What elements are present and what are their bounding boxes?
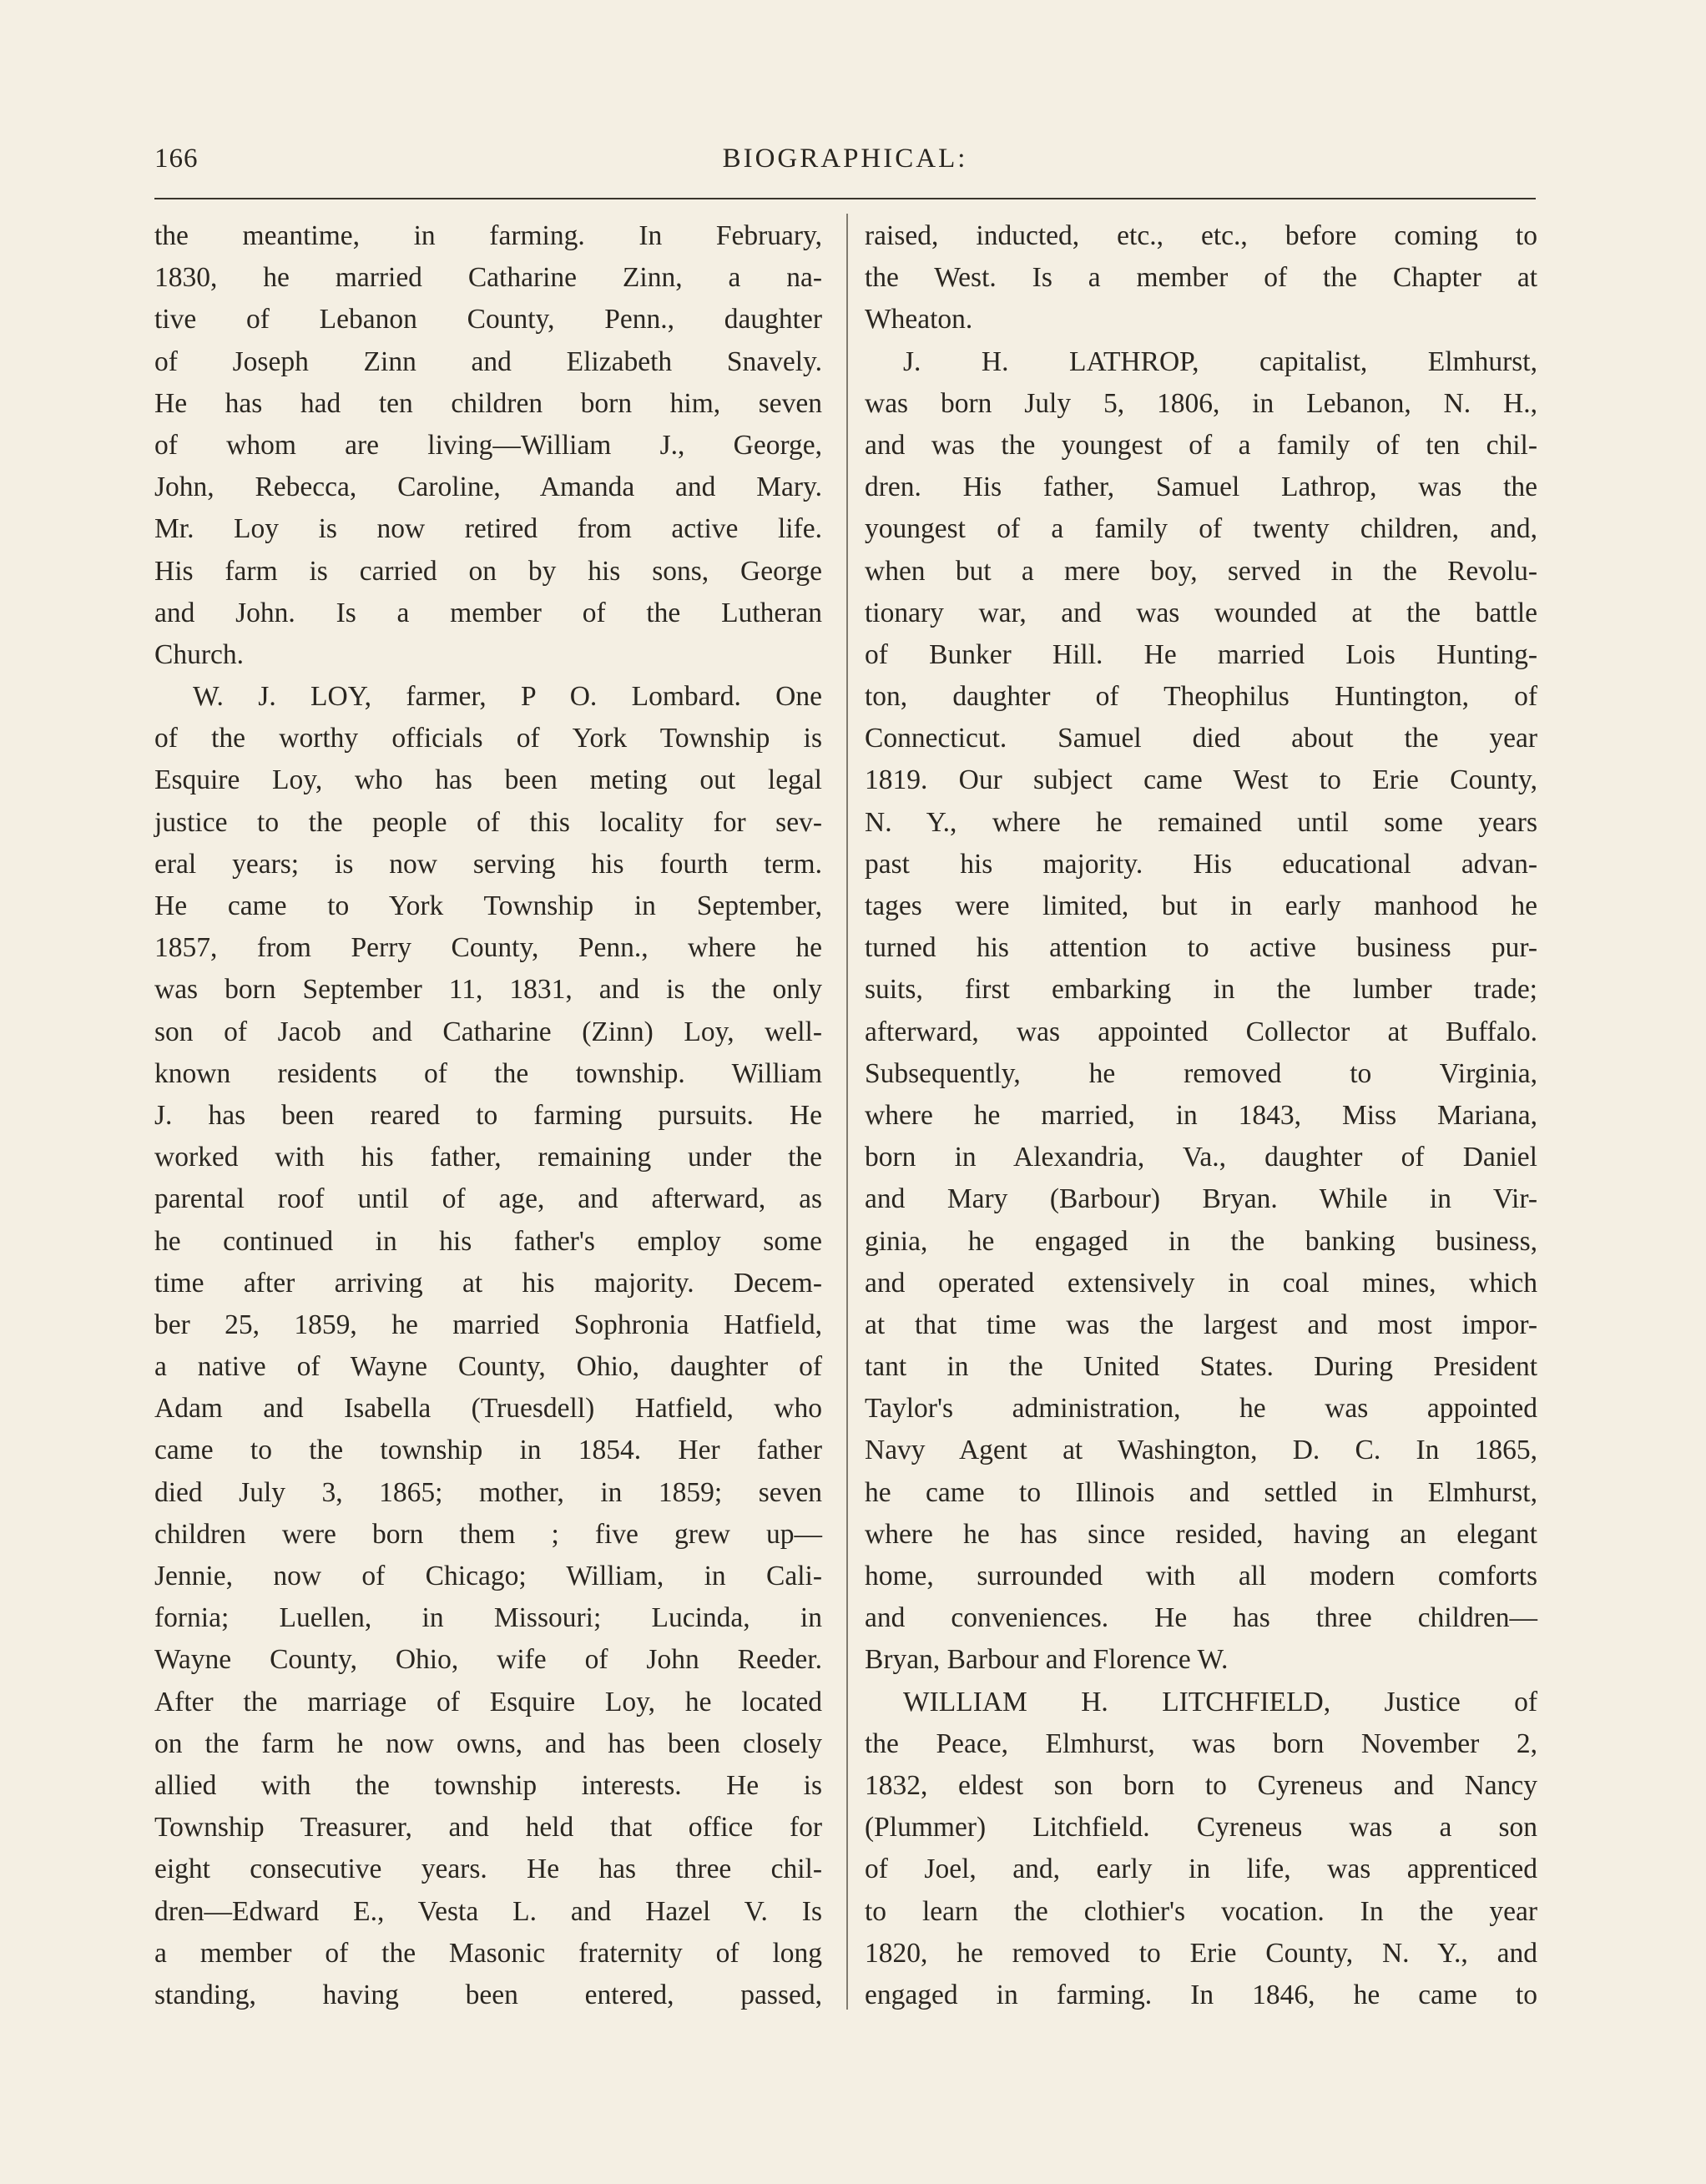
text-line: and John. Is a member of the Lutheran [154, 597, 822, 628]
text-line: ginia, he engaged in the banking business, [865, 1225, 1537, 1257]
text-line: ton, daughter of Theophilus Huntington, of [865, 681, 1537, 713]
text-line: he continued in his father's employ some [154, 1225, 822, 1257]
text-line: time after arriving at his majority. Decem- [154, 1267, 822, 1299]
text-line: where he has since resided, having an elegant [865, 1518, 1537, 1550]
header-rule [154, 198, 1536, 199]
text-line: on the farm he now owns, and has been closely [154, 1728, 822, 1759]
text-line: (Plummer) Litchfield. Cyreneus was a son [865, 1812, 1537, 1844]
text-line: Wheaton. [865, 304, 973, 335]
text-line: He came to York Township in September, [154, 890, 822, 921]
text-line: past his majority. His educational advan- [865, 848, 1537, 880]
text-line: tages were limited, but in early manhood he [865, 890, 1537, 921]
text-line: and conveniences. He has three children— [865, 1602, 1537, 1634]
text-line: the meantime, in farming. In February, [154, 220, 822, 251]
text-line: Township Treasurer, and held that office for [154, 1812, 822, 1844]
text-line: youngest of a family of twenty children, and, [865, 513, 1537, 545]
text-line: Connecticut. Samuel died about the year [865, 723, 1537, 754]
text-line: 1857, from Perry County, Penn., where he [154, 932, 822, 964]
text-line: J. H. LATHROP, capitalist, Elmhurst, [903, 346, 1537, 377]
text-line: tant in the United States. During President [865, 1351, 1537, 1383]
text-line: born in Alexandria, Va., daughter of Daniel [865, 1142, 1537, 1173]
text-line: a native of Wayne County, Ohio, daughter of [154, 1351, 822, 1383]
text-line: 1820, he removed to Erie County, N. Y., and [865, 1937, 1537, 1969]
text-line: home, surrounded with all modern comforts [865, 1561, 1537, 1591]
text-line: of Joseph Zinn and Elizabeth Snavely. [154, 346, 822, 377]
text-line: known residents of the township. William [154, 1057, 822, 1089]
text-line: Church. [154, 638, 244, 670]
text-line: Mr. Loy is now retired from active life. [154, 513, 822, 545]
text-line: Subsequently, he removed to Virginia, [865, 1057, 1537, 1089]
text-line: of Bunker Hill. He married Lois Hunting- [865, 638, 1537, 670]
text-line: dren. His father, Samuel Lathrop, was the [865, 472, 1537, 503]
text-line: eight consecutive years. He has three chil- [154, 1854, 822, 1885]
text-line: turned his attention to active business pur- [865, 932, 1537, 964]
text-line: After the marriage of Esquire Loy, he located [154, 1686, 822, 1717]
text-line: suits, first embarking in the lumber trade; [865, 974, 1537, 1006]
text-line: of Joel, and, early in life, was apprenticed [865, 1854, 1537, 1885]
text-line: came to the township in 1854. Her father [154, 1435, 822, 1466]
text-line: died July 3, 1865; mother, in 1859; seven [154, 1476, 822, 1508]
text-line: Navy Agent at Washington, D. C. In 1865, [865, 1435, 1537, 1466]
text-line: W. J. LOY, farmer, P O. Lombard. One [193, 681, 822, 713]
text-line: to learn the clothier's vocation. In the year [865, 1895, 1537, 1927]
text-line: 1819. Our subject came West to Erie County, [865, 764, 1537, 796]
text-line: He has had ten children born him, seven [154, 387, 822, 419]
text-line: 1832, eldest son born to Cyreneus and Nancy [865, 1769, 1537, 1801]
text-line: and Mary (Barbour) Bryan. While in Vir- [865, 1183, 1537, 1215]
text-line: tionary war, and was wounded at the battle [865, 597, 1537, 628]
text-line: eral years; is now serving his fourth term. [154, 848, 822, 880]
text-line: afterward, was appointed Collector at Buffalo. [865, 1016, 1537, 1047]
text-line: allied with the township interests. He is [154, 1769, 822, 1801]
text-line: His farm is carried on by his sons, George [154, 555, 822, 587]
left-column [154, 215, 822, 2016]
text-line: of the worthy officials of York Township is [154, 723, 822, 754]
text-line: a member of the Masonic fraternity of long [154, 1937, 822, 1969]
text-line: when but a mere boy, served in the Revolu- [865, 555, 1537, 587]
text-line: the West. Is a member of the Chapter at [865, 262, 1537, 294]
text-line: Wayne County, Ohio, wife of John Reeder. [154, 1644, 822, 1676]
right-column [865, 215, 1537, 2016]
text-line: justice to the people of this locality for sev- [154, 806, 822, 838]
text-line: fornia; Luellen, in Missouri; Lucinda, in [154, 1602, 822, 1634]
text-line: was born July 5, 1806, in Lebanon, N. H., [865, 387, 1537, 419]
text-line: and operated extensively in coal mines, which [865, 1267, 1537, 1299]
text-line: Adam and Isabella (Truesdell) Hatfield, who [154, 1393, 822, 1425]
text-line: worked with his father, remaining under the [154, 1142, 822, 1173]
running-head: BIOGRAPHICAL: [722, 144, 968, 174]
text-line: J. has been reared to farming pursuits. He [154, 1099, 822, 1131]
text-line: of whom are living—William J., George, [154, 429, 822, 461]
column-divider [846, 214, 848, 2010]
text-line: John, Rebecca, Caroline, Amanda and Mary. [154, 472, 822, 503]
page-header [154, 144, 1536, 185]
text-line: ber 25, 1859, he married Sophronia Hatfield, [154, 1309, 822, 1340]
text-line: N. Y., where he remained until some years [865, 806, 1537, 838]
text-line: standing, having been entered, passed, [154, 1979, 822, 2010]
text-line: the Peace, Elmhurst, was born November 2, [865, 1728, 1537, 1759]
text-line: raised, inducted, etc., etc., before coming to [865, 220, 1537, 251]
text-line: 1830, he married Catharine Zinn, a na- [154, 262, 822, 294]
text-line: engaged in farming. In 1846, he came to [865, 1979, 1537, 2010]
text-line: where he married, in 1843, Miss Mariana, [865, 1099, 1537, 1131]
text-line: tive of Lebanon County, Penn., daughter [154, 304, 822, 335]
text-line: dren—Edward E., Vesta L. and Hazel V. Is [154, 1895, 822, 1927]
text-line: children were born them ; five grew up— [154, 1518, 822, 1550]
text-line: was born September 11, 1831, and is the only [154, 974, 822, 1006]
text-line: son of Jacob and Catharine (Zinn) Loy, well- [154, 1016, 822, 1047]
text-line: he came to Illinois and settled in Elmhurst, [865, 1476, 1537, 1508]
text-line: and was the youngest of a family of ten chil- [865, 429, 1537, 461]
text-line: Taylor's administration, he was appointed [865, 1393, 1537, 1425]
text-line: WILLIAM H. LITCHFIELD, Justice of [903, 1686, 1537, 1717]
text-line: Jennie, now of Chicago; William, in Cali- [154, 1561, 822, 1591]
text-line: parental roof until of age, and afterward, as [154, 1183, 822, 1215]
text-line: Esquire Loy, who has been meting out legal [154, 764, 822, 796]
page-number: 166 [154, 144, 199, 174]
text-line: Bryan, Barbour and Florence W. [865, 1644, 1229, 1676]
text-line: at that time was the largest and most impor- [865, 1309, 1537, 1340]
